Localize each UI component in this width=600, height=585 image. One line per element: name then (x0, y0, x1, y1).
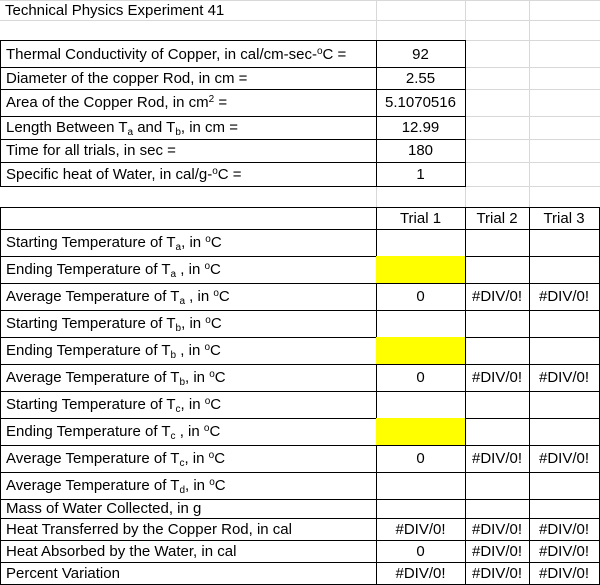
data-cell[interactable] (465, 256, 530, 284)
row-label[interactable] (0, 256, 377, 284)
row-label[interactable] (0, 229, 377, 257)
data-cell[interactable] (465, 337, 530, 365)
data-cell[interactable]: #DIV/0! (465, 283, 530, 311)
constant-label[interactable] (0, 67, 377, 90)
data-cell[interactable] (465, 499, 530, 519)
constant-value[interactable]: 180 (376, 139, 466, 163)
data-cell[interactable] (465, 391, 530, 419)
data-cell[interactable]: #DIV/0! (465, 562, 530, 585)
row-label[interactable] (0, 391, 377, 419)
constant-value[interactable]: 5.1070516 (376, 89, 466, 117)
input-cell-highlighted[interactable] (376, 418, 466, 446)
row-label[interactable] (0, 283, 377, 311)
data-cell[interactable]: #DIV/0! (529, 540, 600, 563)
data-cell[interactable] (529, 337, 600, 365)
label-text: Average Temperature of $T_b$, in $^o$C (6, 369, 226, 388)
label-text: Average Temperature of $T_d$, in $^o$C (6, 477, 226, 496)
row-label[interactable] (0, 445, 377, 473)
trial-header[interactable]: Trial 2 (465, 207, 530, 230)
data-cell[interactable]: #DIV/0! (465, 445, 530, 473)
data-cell[interactable] (529, 418, 600, 446)
constant-value[interactable]: 12.99 (376, 116, 466, 140)
data-cell[interactable] (465, 229, 530, 257)
data-cell[interactable]: #DIV/0! (465, 364, 530, 392)
data-cell[interactable] (376, 472, 466, 500)
data-cell[interactable] (529, 229, 600, 257)
data-cell[interactable]: #DIV/0! (465, 518, 530, 541)
data-cell[interactable] (529, 499, 600, 519)
label-text: Area of the Copper Rod, in $cm^2$ = (6, 94, 228, 111)
label-text: Percent Variation (6, 564, 120, 582)
label-text: Thermal Conductivity of Copper, in cal/cm-sec-$^o$C = (6, 45, 347, 63)
data-cell[interactable] (376, 310, 466, 338)
row-label[interactable] (0, 562, 377, 585)
data-cell[interactable]: #DIV/0! (529, 445, 600, 473)
label-text: Ending Temperature of $T_b$ , in $^o$C (6, 342, 221, 361)
data-cell[interactable] (376, 499, 466, 519)
data-cell[interactable] (529, 310, 600, 338)
data-cell[interactable] (376, 229, 466, 257)
header-blank-cell[interactable] (0, 207, 377, 230)
label-text: Length Between $T_a$ and $T_b$, in cm = (6, 119, 238, 138)
constant-label[interactable] (0, 139, 377, 163)
trial-header[interactable]: Trial 3 (529, 207, 600, 230)
constant-value[interactable]: 1 (376, 162, 466, 187)
constant-label[interactable] (0, 116, 377, 140)
sheet-title[interactable]: Technical Physics Experiment 41 (5, 1, 225, 19)
constant-value[interactable]: 92 (376, 40, 466, 68)
data-cell[interactable]: 0 (376, 364, 466, 392)
input-cell-highlighted[interactable] (376, 337, 466, 365)
label-text: Starting Temperature of $T_b$, in $^o$C (6, 315, 222, 334)
constant-value[interactable]: 2.55 (376, 67, 466, 90)
label-text: Starting Temperature of $T_a$, in $^o$C (6, 234, 222, 253)
data-cell[interactable] (529, 256, 600, 284)
data-cell[interactable] (529, 391, 600, 419)
data-cell[interactable]: 0 (376, 283, 466, 311)
row-label[interactable] (0, 518, 377, 541)
data-cell[interactable] (529, 472, 600, 500)
data-cell[interactable]: #DIV/0! (529, 364, 600, 392)
data-cell[interactable] (465, 418, 530, 446)
label-text: Average Temperature of $T_c$, in $^o$C (6, 450, 226, 469)
label-text: Ending Temperature of $T_c$ , in $^o$C (6, 423, 221, 442)
data-cell[interactable] (465, 310, 530, 338)
data-cell[interactable] (376, 391, 466, 419)
label-text: Specific heat of Water, in cal/g-$^o$C = (6, 165, 242, 183)
data-cell[interactable]: 0 (376, 445, 466, 473)
data-cell[interactable]: #DIV/0! (529, 518, 600, 541)
data-cell[interactable]: 0 (376, 540, 466, 563)
row-label[interactable] (0, 364, 377, 392)
data-cell[interactable]: #DIV/0! (376, 562, 466, 585)
label-text: Heat Absorbed by the Water, in cal (6, 542, 237, 560)
row-label[interactable] (0, 540, 377, 563)
constant-label[interactable] (0, 162, 377, 187)
constant-label[interactable] (0, 89, 377, 117)
label-text: Mass of Water Collected, in g (6, 500, 202, 517)
row-label[interactable] (0, 472, 377, 500)
label-text: Average Temperature of $T_a$ , in $^o$C (6, 288, 230, 307)
label-text: Diameter of the copper Rod, in cm = (6, 69, 248, 87)
row-label[interactable] (0, 418, 377, 446)
gridline-horizontal (0, 20, 600, 21)
data-cell[interactable]: #DIV/0! (529, 562, 600, 585)
row-label[interactable] (0, 337, 377, 365)
input-cell-highlighted[interactable] (376, 256, 466, 284)
constant-label[interactable] (0, 40, 377, 68)
data-cell[interactable]: #DIV/0! (376, 518, 466, 541)
label-text: Ending Temperature of $T_a$ , in $^o$C (6, 261, 221, 280)
label-text: Starting Temperature of $T_c$, in $^o$C (6, 396, 222, 415)
row-label[interactable] (0, 499, 377, 519)
label-text: Heat Transferred by the Copper Rod, in cal (6, 520, 292, 538)
trial-header[interactable]: Trial 1 (376, 207, 466, 230)
data-cell[interactable]: #DIV/0! (529, 283, 600, 311)
data-cell[interactable] (465, 472, 530, 500)
row-label[interactable] (0, 310, 377, 338)
data-cell[interactable]: #DIV/0! (465, 540, 530, 563)
label-text: Time for all trials, in sec = (6, 142, 176, 159)
